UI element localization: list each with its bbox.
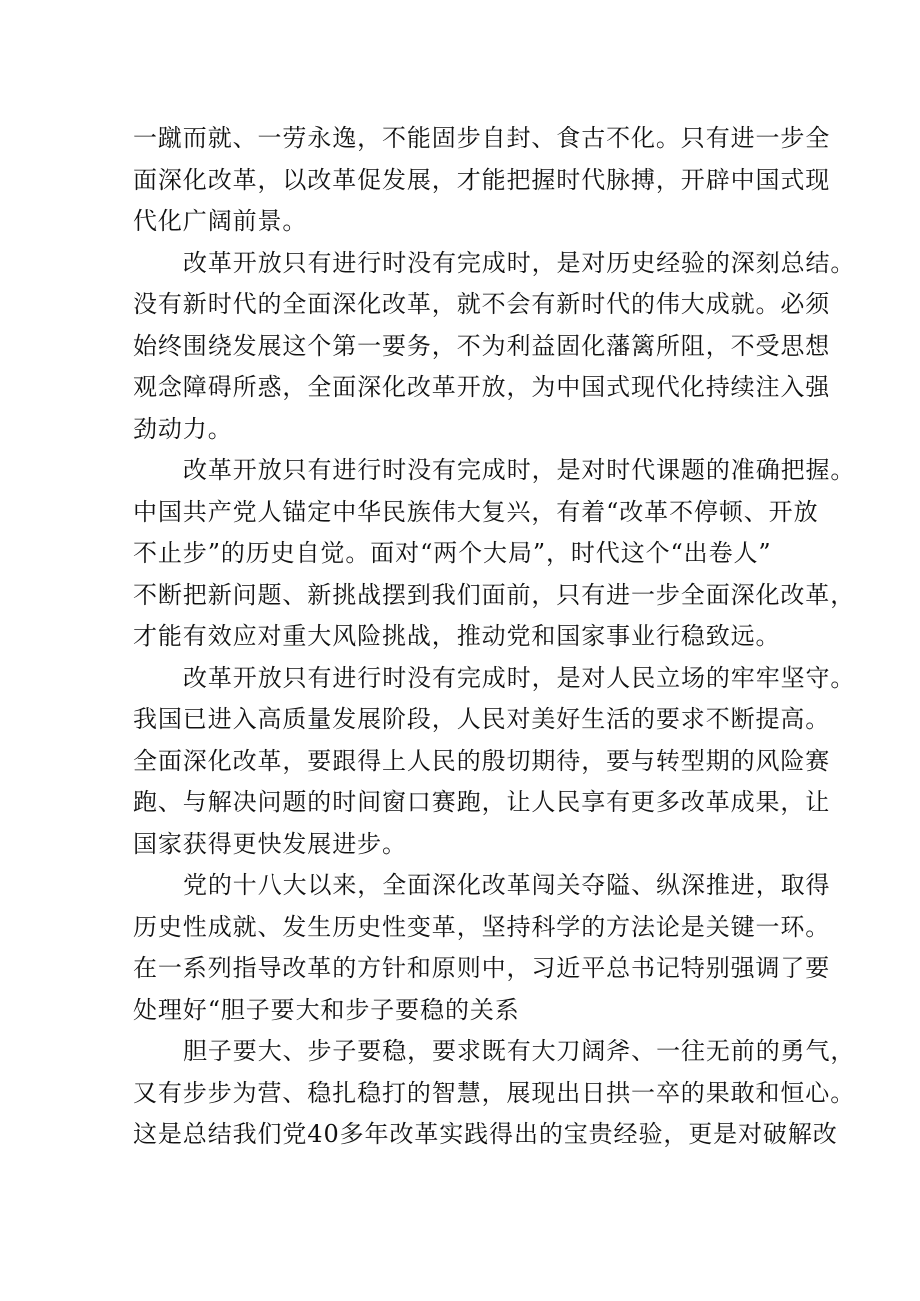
text-line: 没有新时代的全面深化改革，就不会有新时代的伟大成就。必须 (133, 290, 831, 318)
text-line: 我国已进入高质量发展阶段，人民对美好生活的要求不断提高。 (133, 705, 831, 733)
text-line: 面深化改革，以改革促发展，才能把握时代脉搏，开辟中国式现 (133, 165, 831, 194)
text-line: 中国共产党人锚定中华民族伟大复兴，有着“改革不停顿、开放 (133, 497, 819, 526)
paragraph (133, 450, 856, 658)
text-line: 历史性成就、发生历史性变革，坚持科学的方法论是关键一环。 (133, 912, 831, 941)
text-line: 不断把新问题、新挑战摆到我们面前，只有进一步全面深化改革， (133, 580, 856, 609)
text-line: 这是总结我们党40多年改革实践得出的宝贵经验，更是对破解改 (133, 1120, 838, 1148)
paragraph (133, 243, 856, 451)
text-line: 改革开放只有进行时没有完成时，是对时代课题的准确把握。 (183, 456, 856, 484)
paragraph (133, 1031, 856, 1156)
text-line: 胆子要大、步子要稳，要求既有大刀阔斧、一往无前的勇气， (183, 1037, 856, 1065)
text-line: 改革开放只有进行时没有完成时，是对历史经验的深刻总结。 (183, 248, 856, 277)
text-line: 一蹴而就、一劳永逸，不能固步自封、食古不化。只有进一步全 (133, 124, 831, 152)
text-line: 党的十八大以来，全面深化改革闯关夺隘、纵深推进，取得 (183, 871, 831, 899)
paragraph (133, 118, 831, 243)
paragraph (133, 658, 856, 866)
text-line: 始终围绕发展这个第一要务，不为利益固化藩篱所阻，不受思想 (133, 331, 831, 360)
text-line: 改革开放只有进行时没有完成时，是对人民立场的牢牢坚守。 (183, 663, 856, 692)
text-line: 跑、与解决问题的时间窗口赛跑，让人民享有更多改革成果，让 (133, 788, 831, 816)
paragraph (133, 865, 831, 1031)
text-line: 在一系列指导改革的方针和原则中，习近平总书记特别强调了要 (133, 954, 831, 982)
text-line: 全面深化改革，要跟得上人民的殷切期待，要与转型期的风险赛 (133, 746, 831, 775)
text-line: 又有步步为营、稳扎稳打的智慧，展现出日拱一卒的果敢和恒心。 (133, 1078, 856, 1107)
text-line: 劲动力。 (133, 414, 233, 443)
text-line: 代化广阔前景。 (133, 207, 308, 235)
text-line: 不止步”的历史自觉。面对“两个大局”，时代这个“出卷人” (133, 539, 772, 567)
text-line: 才能有效应对重大风险挑战，推动党和国家事业行稳致远。 (133, 622, 781, 650)
text-line: 国家获得更快发展进步。 (133, 829, 407, 858)
text-line: 观念障碍所惑，全面深化改革开放，为中国式现代化持续注入强 (133, 373, 831, 401)
body-text (133, 118, 856, 1156)
text-line: 处理好“胆子要大和步子要稳的关系 (133, 995, 520, 1024)
